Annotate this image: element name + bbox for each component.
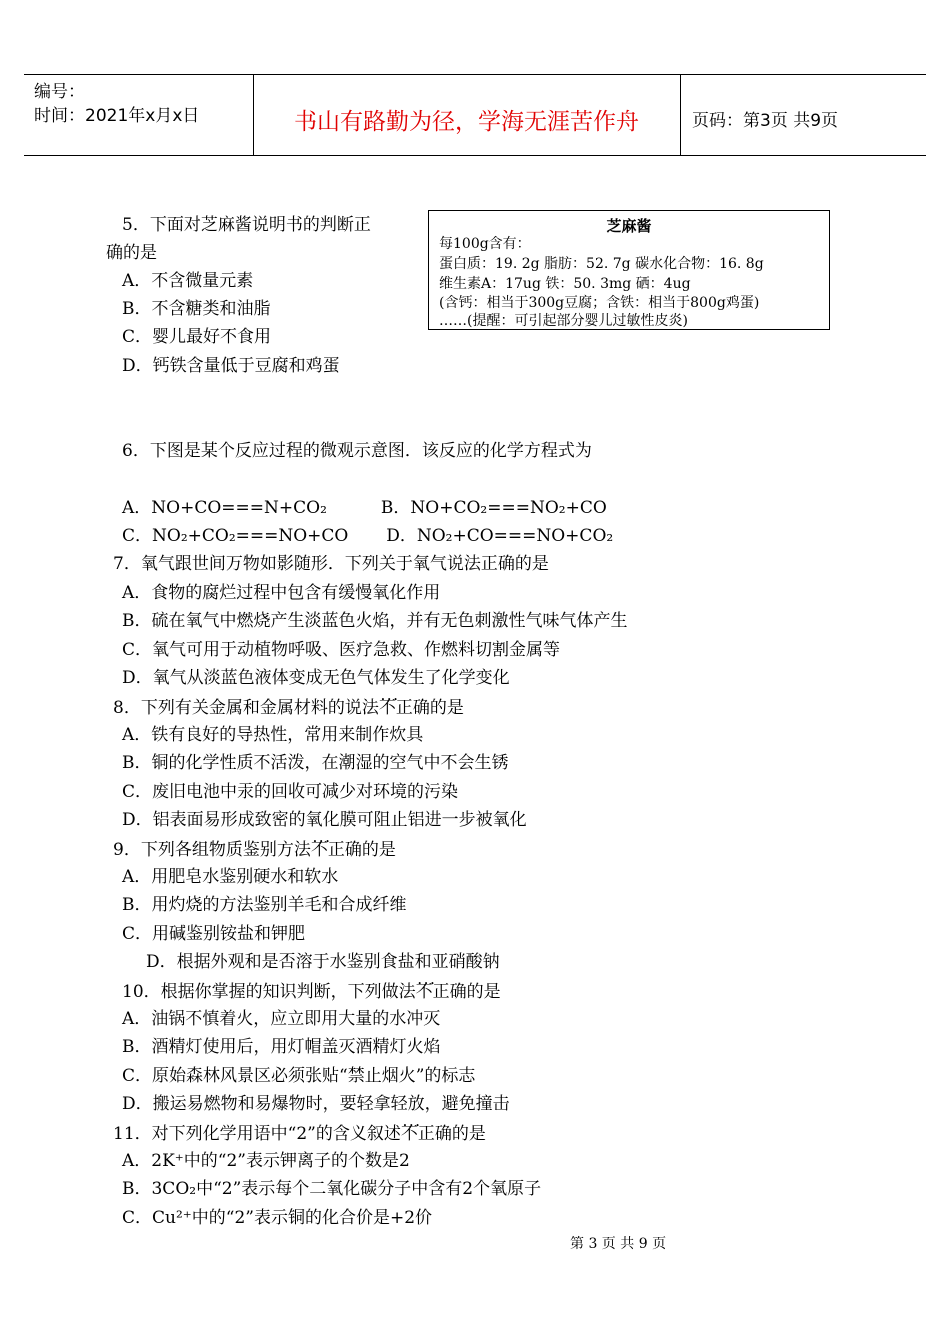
q8-option-b: B．铜的化学性质不活泼，在潮湿的空气中不会生锈 — [122, 753, 509, 773]
q5-stem-line1: 5．下面对芝麻酱说明书的判断正 — [122, 215, 371, 235]
label-box-line: (含钙：相当于300g豆腐；含铁：相当于800g鸡蛋) — [439, 295, 760, 311]
q11-option-b: B．3CO₂中“2”表示每个二氧化碳分子中含有2个氧原子 — [122, 1179, 542, 1199]
q10-option-a: A．油锅不慎着火，应立即用大量的水冲灭 — [122, 1009, 441, 1029]
label-box-line: ……(提醒：可引起部分婴儿过敏性皮炎) — [439, 313, 688, 329]
q8-stem-emphasis: 不正确 • • • — [379, 698, 430, 718]
q9-option-d: D．根据外观和是否溶于水鉴别食盐和亚硝酸钠 — [146, 952, 500, 972]
sesame-paste-label-box — [428, 210, 830, 330]
q8-option-a: A．铁有良好的导热性，常用来制作炊具 — [122, 725, 424, 745]
q9-stem — [113, 839, 396, 861]
q5-option-a: A．不含微量元素 — [122, 271, 254, 291]
q5-option-d: D．钙铁含量低于豆腐和鸡蛋 — [122, 356, 340, 376]
label-box-line: 每100g含有： — [439, 236, 531, 252]
page-footer: 第 3 页 共 9 页 — [570, 1236, 667, 1252]
q9-option-b: B．用灼烧的方法鉴别羊毛和合成纤维 — [122, 895, 407, 915]
q5-stem-line2: 确的是 — [106, 243, 157, 263]
q8-stem-post: 的是 — [429, 698, 464, 718]
q11-stem-post: 的是 — [451, 1124, 486, 1144]
header-page-label: 页码：第3页 共9页 — [692, 111, 839, 131]
header-bottom-rule — [24, 155, 926, 156]
q8-option-c: C．废旧电池中汞的回收可减少对环境的污染 — [122, 782, 459, 802]
label-box-title: 芝麻酱 — [606, 217, 652, 235]
q10-stem — [122, 981, 501, 1003]
q9-stem-pre: 9．下列各组物质鉴别方法 — [113, 840, 311, 860]
q10-stem-post: 的是 — [466, 982, 501, 1002]
q10-option-b: B．酒精灯使用后，用灯帽盖灭酒精灯火焰 — [122, 1037, 441, 1057]
label-box-line: 蛋白质：19. 2g 脂肪：52. 7g 碳水化合物：16. 8g — [439, 256, 764, 272]
code-label: 编号： — [34, 82, 85, 102]
q7-option-b: B．硫在氧气中燃烧产生淡蓝色火焰，并有无色刺激性气味气体产生 — [122, 611, 628, 631]
label-box-line: 维生素A：17ug 铁：50. 3mg 硒：4ug — [439, 276, 691, 292]
q5-option-b: B．不含糖类和油脂 — [122, 299, 271, 319]
q9-stem-post: 的是 — [361, 840, 396, 860]
q8-option-d: D．铝表面易形成致密的氧化膜可阻止铝进一步被氧化 — [122, 810, 527, 830]
q7-option-d: D．氧气从淡蓝色液体变成无色气体发生了化学变化 — [122, 668, 510, 688]
q6-options-row2: C．NO₂+CO₂===NO+CO D．NO₂+CO===NO+CO₂ — [122, 526, 614, 546]
q10-stem-pre: 10．根据你掌握的知识判断，下列做法 — [122, 982, 416, 1002]
header-motto: 书山有路勤为径，学海无涯苦作舟 — [294, 109, 639, 135]
q10-option-c: C．原始森林风景区必须张贴“禁止烟火”的标志 — [122, 1066, 476, 1086]
q9-option-a: A．用肥皂水鉴别硬水和软水 — [122, 867, 339, 887]
q8-stem-pre: 8．下列有关金属和金属材料的说法 — [113, 698, 379, 718]
q9-option-c: C．用碱鉴别铵盐和钾肥 — [122, 924, 306, 944]
q11-stem-pre: 11．对下列化学用语中“2”的含义叙述 — [113, 1124, 401, 1144]
q5-option-c: C．婴儿最好不食用 — [122, 327, 272, 347]
q7-option-c: C．氧气可用于动植物呼吸、医疗急救、作燃料切割金属等 — [122, 640, 561, 660]
header-top-rule — [24, 74, 926, 75]
q11-stem-emphasis: 不正确 • • • — [401, 1124, 452, 1144]
q7-stem: 7．氧气跟世间万物如影随形．下列关于氧气说法正确的是 — [113, 554, 549, 574]
q8-stem — [113, 697, 464, 719]
q11-option-c: C．Cu²⁺中的“2”表示铜的化合价是+2价 — [122, 1208, 433, 1228]
q11-option-a: A．2K⁺中的“2”表示钾离子的个数是2 — [122, 1151, 410, 1171]
q6-options-row1: A．NO+CO===N+CO₂ B．NO+CO₂===NO₂+CO — [122, 498, 607, 518]
q10-stem-emphasis: 不正确 • • • — [416, 982, 467, 1002]
time-label: 时间：2021年x月x日 — [34, 106, 200, 126]
q9-stem-emphasis: 不正确 • • • — [311, 840, 362, 860]
q7-option-a: A．食物的腐烂过程中包含有缓慢氧化作用 — [122, 583, 441, 603]
header-divider-right — [680, 74, 681, 155]
q11-stem — [113, 1123, 486, 1145]
q10-option-d: D．搬运易燃物和易爆物时，要轻拿轻放，避免撞击 — [122, 1094, 510, 1114]
header-meta — [34, 80, 199, 128]
q6-stem: 6．下图是某个反应过程的微观示意图．该反应的化学方程式为 — [122, 441, 592, 461]
